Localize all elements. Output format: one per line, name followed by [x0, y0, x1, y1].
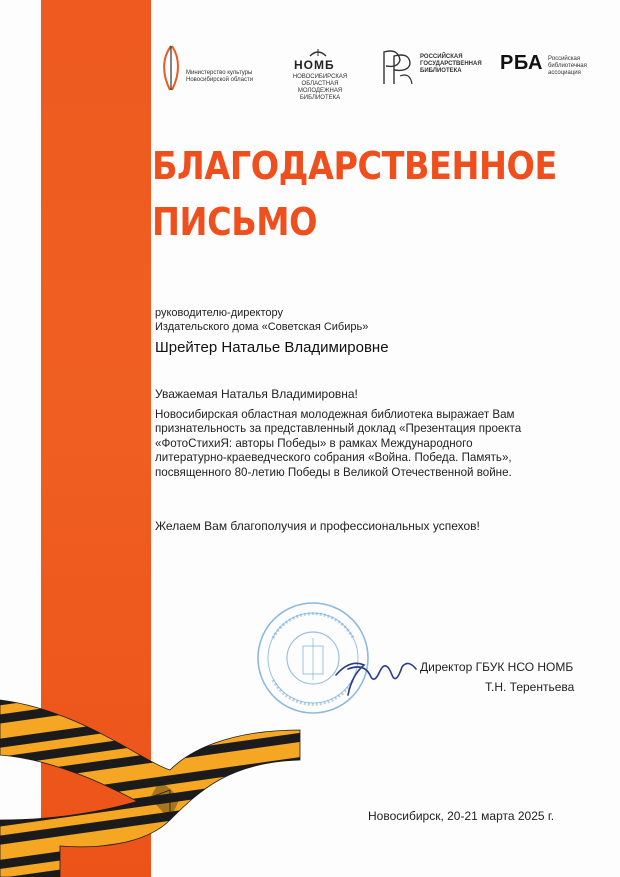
greeting: Уважаемая Наталья Владимировна! — [155, 387, 358, 401]
body-line: признательность за представленный доклад «Презентация проекта — [155, 422, 522, 436]
title-line-1: БЛАГОДАРСТВЕННОЕ — [152, 144, 557, 188]
body-line: посвященного 80-летию Победы в Великой Отечественной войне. — [155, 465, 512, 479]
rgb-logo — [380, 40, 490, 100]
nomb-logo — [278, 40, 358, 100]
signature-role: Директор ГБУК НСО НОМБ — [420, 660, 574, 674]
body-line: Новосибирская областная молодежная библиотека выражает Вам — [155, 408, 515, 421]
ministry-logo — [156, 40, 266, 100]
logos-row — [150, 40, 590, 110]
ministry-emblem-icon — [156, 44, 186, 94]
signature-name: Т.Н. Терентьева — [485, 680, 575, 694]
ministry-logo-text: Министерство культуры Новосибирской области — [186, 70, 254, 83]
body-line: «ФотоСтихиЯ: авторы Победы» в рамках Международного — [155, 436, 473, 450]
st-george-ribbon — [0, 670, 620, 877]
recipient-position — [155, 306, 368, 334]
recipient-position-line-1: руководителю-директору — [155, 307, 283, 319]
body-line: литературно-краеведческого собрания «Война. Победа. Память», — [155, 451, 512, 465]
rba-abbr: РБА — [500, 52, 543, 74]
recipient-name: Шрейтер Наталье Владимировне — [155, 339, 389, 356]
letter-body — [155, 408, 595, 480]
letter-title — [152, 138, 557, 250]
wish-text: Желаем Вам благополучия и профессиональных успехов! — [155, 519, 480, 533]
rgb-monogram-icon — [380, 46, 416, 88]
rgb-logo-text: РОССИЙСКАЯ ГОСУДАРСТВЕННАЯ БИБЛИОТЕКА — [420, 54, 482, 74]
title-line-2: ПИСЬМО — [152, 200, 318, 244]
rba-full-name: Российская библиотечная ассоциация — [548, 56, 587, 76]
place-date: Новосибирск, 20-21 марта 2025 г. — [368, 809, 555, 823]
nomb-abbr: НОМБ — [294, 58, 335, 72]
rba-logo — [500, 40, 590, 100]
recipient-position-line-2: Издательского дома «Советская Сибирь» — [155, 321, 369, 333]
nomb-full-name: НОВОСИБИРСКАЯ ОБЛАСТНАЯ МОЛОДЕЖНАЯ БИБЛИОТЕКА — [292, 74, 348, 101]
